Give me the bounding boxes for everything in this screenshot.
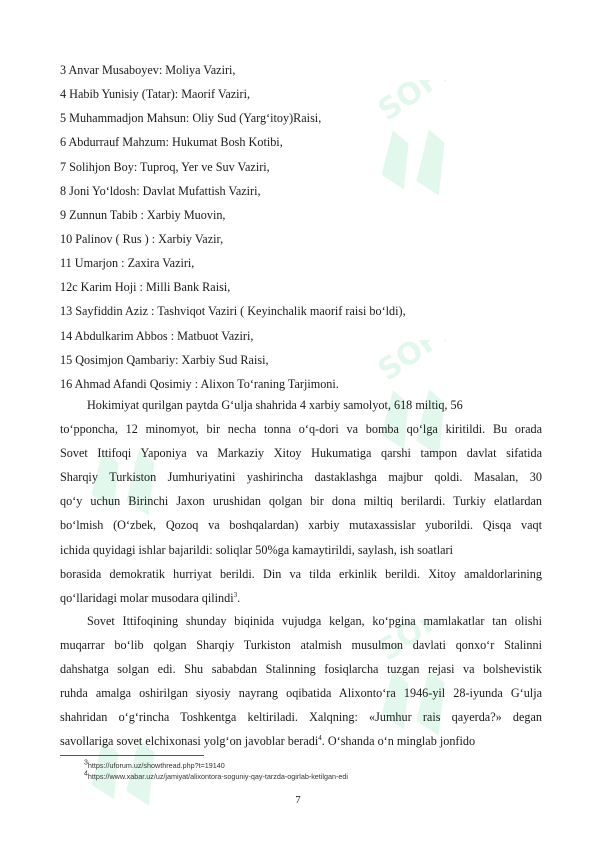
list-item: 5 Muhammadjon Mahsun: Oliy Sud (Yarg‘itoy)Raisi, (60, 111, 322, 126)
watermark-text: SOFF (371, 80, 464, 129)
paragraph-line: bo‘lmish (O‘zbek, Qozoq va boshqalardan) xarbiy mutaxassislar yuborildi. Qisqa vaqt (60, 518, 542, 533)
list-item: 6 Abdurrauf Mahzum: Hukumat Bosh Kotibi, (60, 135, 283, 150)
footnote-ref: 3 (233, 590, 238, 599)
list-item: 14 Abdulkarim Abbos : Matbuot Vaziri, (60, 328, 254, 343)
footnote (84, 771, 348, 782)
watermark-text: SOFF (371, 340, 464, 389)
footnote-number: 3 (84, 759, 88, 767)
paragraph-line: shahridan o‘g‘rincha Toshkentga keltiriladi. Xalqning: «Jumhur rais qayerda?» degan (60, 710, 542, 725)
list-item: 11 Umarjon : Zaxira Vaziri, (60, 256, 195, 271)
footnote-ref: 4 (318, 734, 322, 743)
footnote-link[interactable]: https://www.xabar.uz/uz/jamiyat/alixontora-soguniy-qay-tarzda-ogirlab-ketilgan-edi (87, 772, 348, 781)
list-item: 13 Sayfiddin Aziz : Tashviqot Vaziri ( Keyinchalik maorif raisi bo‘ldi), (60, 304, 406, 319)
list-item: 12c Karim Hoji : Milli Bank Raisi, (60, 280, 231, 295)
paragraph-text: savollariga sovet elchixonasi yolg‘on javoblar beradi (60, 734, 319, 749)
page-number: 7 (295, 794, 301, 806)
list-item: 10 Palinov ( Rus ) : Xarbiy Vazir, (60, 231, 224, 246)
paragraph-line (60, 729, 542, 753)
footnote-number: 4 (84, 770, 88, 778)
paragraph-text: . O‘shanda o‘n minglab jonfido (321, 734, 476, 749)
paragraph-text: . (237, 590, 241, 605)
paragraph-line: to‘pponcha, 12 minomyot, bir necha tonna o‘q-dori va bomba qo‘lga kiritildi. Bu orada (60, 422, 542, 437)
paragraph-line (60, 586, 542, 610)
body-paragraph (60, 609, 542, 754)
footnote (84, 760, 348, 771)
list-item: 15 Qosimjon Qambariy: Xarbiy Sud Raisi, (60, 352, 269, 367)
list-item: 8 Joni Yo‘ldosh: Davlat Mufattish Vaziri, (60, 183, 261, 198)
body-paragraph (60, 393, 542, 610)
paragraph-line: ruhda amalga oshirilgan siyosiy nayrang oqibatida Alixonto‘ra 1946-yil 28-iyunda G‘ulja (60, 686, 542, 701)
paragraph-line: muqarrar bo‘lib qolgan Sharqiy Turkiston atalmish musulmon davlati qonxo‘r Stalinni (60, 638, 542, 653)
paragraph-text: qo‘llaridagi molar musodara qilindi (60, 590, 234, 605)
list-item: 9 Zunnun Tabib : Xarbiy Muovin, (60, 207, 226, 222)
watermark-text: SOFF (371, 620, 464, 669)
list-item: 3 Anvar Musaboyev: Moliya Vaziri, (60, 63, 236, 77)
footnote-divider (60, 755, 204, 756)
list-item: 16 Ahmad Afandi Qosimiy : Alixon To‘raning Tarjimoni. (60, 376, 339, 391)
paragraph-line: borasida demokratik hurriyat berildi. Din va tilda erkinlik berildi. Xitoy amaldorlarining (60, 566, 542, 581)
paragraph-line: Sovet Ittifoqi Yaponiya va Markaziy Xitoy Hukumatiga qarshi tampon davlat sifatida (60, 446, 542, 461)
list-item: 7 Solihjon Boy: Tuproq, Yer ve Suv Vaziri, (60, 159, 270, 174)
paragraph-line: dahshatga solgan edi. Shu sababdan Stalinning fosiqlarcha tuzgan rejasi va bolshevistik (60, 662, 542, 677)
footnote-link[interactable]: https://uforum.uz/showthread.php?t=19140 (87, 761, 225, 770)
government-members-list (60, 58, 540, 396)
list-item: 4 Habib Yunisiy (Tatar): Maorif Vaziri, (60, 87, 251, 102)
paragraph-line: qo‘y uchun Birinchi Jaxon urushidan qolgan bir dona miltiq berilardi. Turkiy elatlardan (60, 494, 542, 509)
paragraph-line: Hokimiyat qurilgan paytda G‘ulja shahrida 4 xarbiy samolyot, 618 miltiq, 56 (87, 398, 463, 412)
paragraph-line: ichida quyidagi ishlar bajarildi: soliqlar 50%ga kamaytirildi, saylash, ish soatlari (60, 542, 453, 557)
paragraph-line: Sharqiy Turkiston Jumhuriyatini yashirincha dastaklashga majbur qoldi. Masalan, 30 (60, 470, 542, 485)
footnotes (84, 760, 348, 782)
paragraph-text (60, 729, 475, 753)
paragraph-line: Sovet Ittifoqining shunday biqinida vujudga kelgan, ko‘pgina mamlakatlar tan olishi (87, 614, 542, 628)
